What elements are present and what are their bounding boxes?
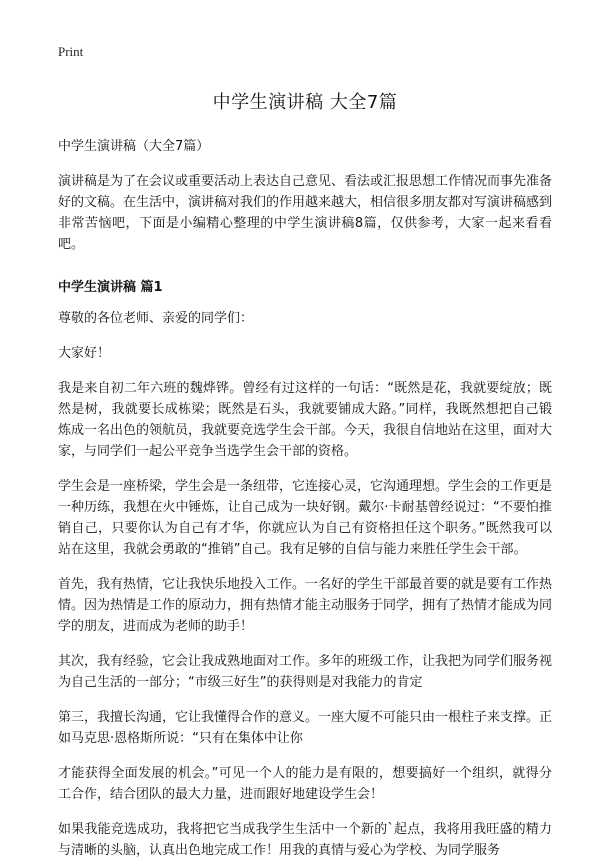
document-subtitle: 中学生演讲稿（大全7篇） (58, 139, 210, 154)
salutation: 尊敬的各位老师、亲爱的同学们： (58, 311, 254, 326)
body-paragraph: 第三，我擅长沟通，它让我懂得合作的意义。一座大厦不可能只由一根柱子来支撑。正如马克思·恩格斯所说：“只有在集体中让你 (58, 710, 553, 746)
print-link[interactable]: Print (58, 44, 84, 59)
body-paragraph: 才能获得全面发展的机会。”可见一个人的能力是有限的，想要搞好一个组织，就得分工合作，结合团队的最大力量，进而跟好地建设学生会！ (58, 766, 552, 802)
document-title: 中学生演讲稿 大全7篇 (212, 92, 398, 113)
intro-paragraph: 演讲稿是为了在会议或重要活动上表达自己意见、看法或汇报思想工作情况而事先准备好的文稿。在生活中，演讲稿对我们的作用越来越大，相信很多朋友都对写演讲稿感到非常苦恼吧，下面是小编精心整理的中学生演讲稿8篇，仅供参考，大家一起来看看吧。 (58, 174, 553, 252)
body-paragraph: 我是来自初二年六班的魏烨铧。曾经有过这样的一句话：“既然是花，我就要绽放；既然是树，我就要长成栋梁；既然是石头，我就要铺成大路。”同样，我既然想把自己锻炼成一名出色的领航员，我就要竞选学生会干部。今天，我很自信地站在这里，面对大家，与同学们一起公平竞争当选学生会干部的资格。 (58, 381, 553, 459)
section-heading: 中学生演讲稿 篇1 (58, 280, 163, 295)
body-paragraph: 其次，我有经验，它会让我成熟地面对工作。多年的班级工作，让我把为同学们服务视为自己生活的一部分；“市级三好生”的获得则是对我能力的肯定 (58, 654, 553, 690)
body-paragraph: 如果我能竞选成功，我将把它当成我学生生活中一个新的`起点，我将用我旺盛的精力与清晰的头脑，认真出色地完成工作！用我的真情与爱心为学校、为同学服务 (58, 822, 552, 858)
greeting: 大家好！ (58, 346, 111, 361)
body-paragraph: 学生会是一座桥梁，学生会是一条纽带，它连接心灵，它沟通理想。学生会的工作更是一种历练，我想在火中锤炼，让自己成为一块好钢。戴尔·卡耐基曾经说过：“不要怕推销自己，只要你认为自己有才华，你就应认为自己有资格担任这个职务。”既然我可以站在这里，我就会勇敢的“推销”自己。我有足够的自信与能力来胜任学生会干部。 (58, 479, 553, 557)
body-paragraph: 首先，我有热情，它让我快乐地投入工作。一名好的学生干部最首要的就是要有工作热情。因为热情是工作的原动力，拥有热情才能主动服务于同学，拥有了热情才能成为同学的朋友，进而成为老师的助手！ (58, 577, 553, 634)
